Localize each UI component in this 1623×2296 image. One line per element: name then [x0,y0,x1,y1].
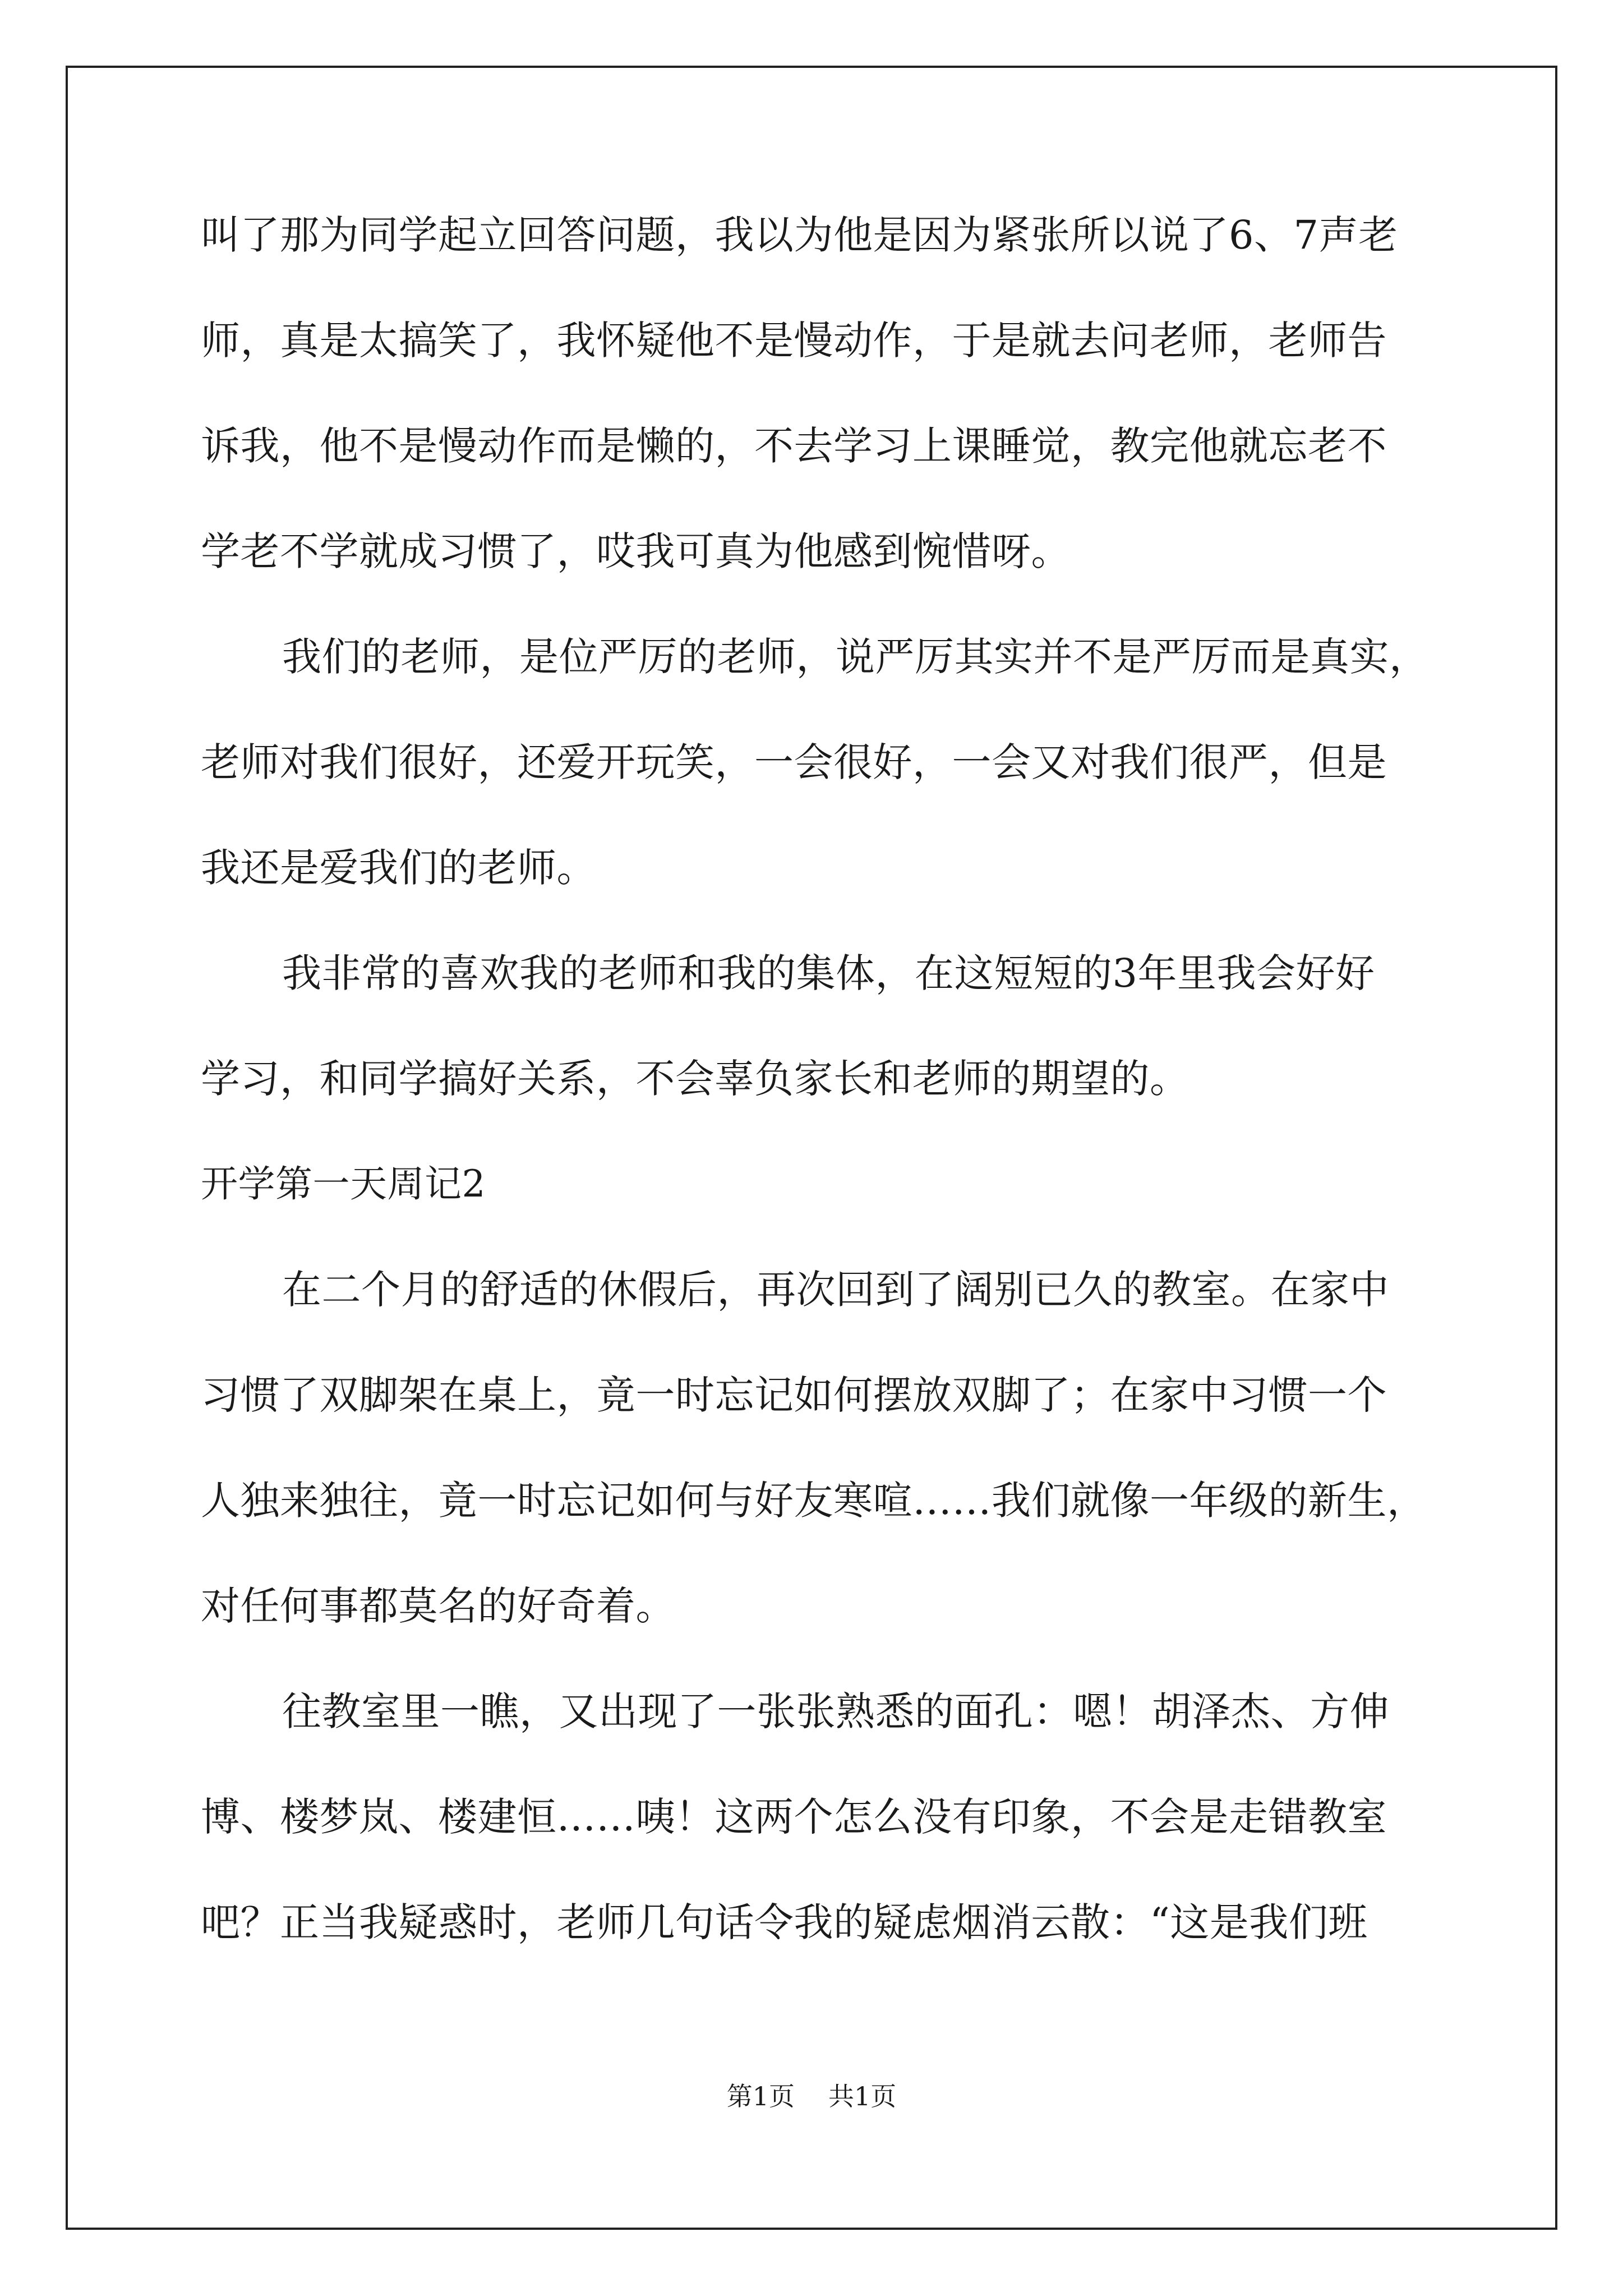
page-number-total: 共1页 [828,2081,897,2111]
text-line: 叫了那为同学起立回答问题，我以为他是因为紧张所以说了6、7声老 [201,212,1398,258]
page-footer [0,2083,1623,2109]
page-number-current: 第1页 [726,2081,795,2111]
document-body [201,212,1429,2008]
text-line: 博、楼梦岚、楼建恒……咦！这两个怎么没有印象，不会是走错教室 [201,1794,1387,1840]
text-line: 诉我，他不是慢动作而是懒的，不去学习上课睡觉，教完他就忘老不 [201,423,1387,469]
paragraph-start-line: 往教室里一瞧，又出现了一张张熟悉的面孔：嗯！胡泽杰、方伸 [282,1688,1389,1734]
text-line: 对任何事都莫名的好奇着。 [201,1583,675,1629]
text-line: 我还是爱我们的老师。 [201,845,596,891]
section-heading: 开学第一天周记2 [201,1162,486,1205]
text-line: 人独来独往，竟一时忘记如何与好友寒喧……我们就像一年级的新生， [201,1478,1427,1524]
text-line: 吧？正当我疑惑时，老师几句话令我的疑虑烟消云散：“这是我们班 [201,1899,1368,1945]
text-line: 习惯了双脚架在桌上，竟一时忘记如何摆放双脚了；在家中习惯一个 [201,1372,1387,1418]
text-line: 学习，和同学搞好关系，不会辜负家长和老师的期望的。 [201,1056,1189,1102]
paragraph-start-line: 在二个月的舒适的休假后，再次回到了阔别已久的教室。在家中 [282,1267,1389,1313]
text-line: 老师对我们很好，还爱开玩笑，一会很好，一会又对我们很严，但是 [201,739,1387,785]
paragraph-start-line: 我非常的喜欢我的老师和我的集体，在这短短的3年里我会好好 [282,950,1375,996]
text-line: 师，真是太搞笑了，我怀疑他不是慢动作，于是就去问老师，老师告 [201,318,1387,364]
text-line: 学老不学就成习惯了，哎我可真为他感到惋惜呀。 [201,528,1071,574]
paragraph-start-line: 我们的老师，是位严厉的老师，说严厉其实并不是严厉而是真实， [282,634,1429,680]
